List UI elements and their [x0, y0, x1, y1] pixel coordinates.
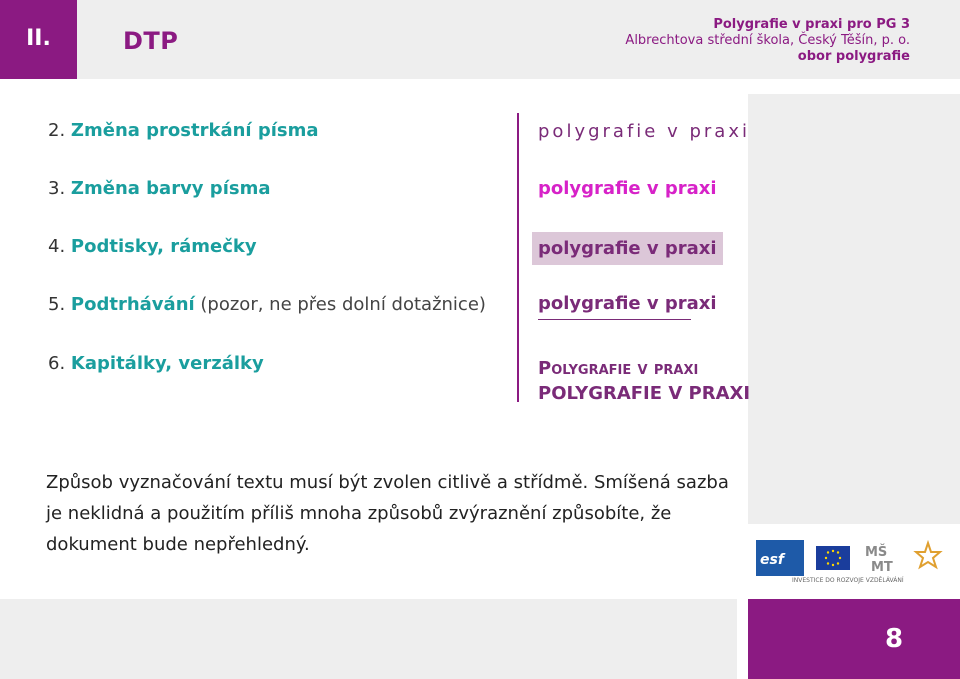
list-item — [48, 120, 319, 141]
page-number: 8 — [884, 624, 904, 654]
list-number: 2. — [48, 120, 66, 141]
list-item — [48, 353, 264, 374]
divider-line — [517, 113, 519, 402]
esf-logo — [756, 540, 804, 576]
course-title: Polygrafie v praxi pro PG 3 — [713, 17, 910, 32]
example-all-caps: POLYGRAFIE V PRAXI — [538, 383, 751, 404]
right-side-panel — [748, 94, 960, 524]
list-item — [48, 294, 486, 315]
body-paragraph: Způsob vyznačování textu musí být zvolen citlivě a střídmě. Smíšená sazba je neklidná a použitím příliš mnoha způsobů zvýraznění způsobíte, že dokument bude nepřehledný. — [46, 472, 729, 555]
logo-caption: INVESTICE DO ROZVOJE VZDĚLÁVÁNÍ — [792, 577, 904, 584]
underline-rule — [538, 319, 691, 320]
star-emblem-icon — [913, 540, 943, 576]
svg-text:MT: MT — [871, 560, 893, 575]
eu-stars-icon — [816, 546, 850, 570]
eu-flag-logo — [816, 546, 850, 570]
msmt-emblem-icon — [863, 540, 899, 576]
example-small-caps: Polygrafie v praxi — [538, 358, 699, 379]
esf-logo-text: esf — [760, 552, 784, 568]
list-item — [48, 178, 270, 199]
list-number: 6. — [48, 353, 66, 374]
list-number: 4. — [48, 236, 66, 257]
list-note: (pozor, ne přes dolní dotažnice) — [194, 294, 486, 315]
example-letterspaced: polygrafie v praxi — [538, 121, 750, 142]
regional-logo — [913, 540, 943, 576]
list-title: Podtrhávání — [70, 294, 195, 315]
msmt-logo — [863, 540, 899, 576]
example-underlined: polygrafie v praxi — [538, 293, 717, 314]
list-title: Kapitálky, verzálky — [70, 353, 264, 374]
list-title: Změna prostrkání písma — [70, 120, 319, 141]
list-title: Změna barvy písma — [70, 178, 271, 199]
page-title: DTP — [123, 27, 179, 55]
list-number: 5. — [48, 294, 66, 315]
example-underlay: polygrafie v praxi — [532, 232, 723, 265]
funding-logos — [756, 540, 946, 584]
school-name: Albrechtova střední škola, Český Těšín, p. o. — [625, 33, 910, 48]
list-item — [48, 236, 257, 257]
header-info — [625, 17, 910, 65]
example-colored: polygrafie v praxi — [538, 178, 717, 199]
section-number: II. — [26, 26, 51, 51]
svg-text:MŠ: MŠ — [865, 545, 888, 560]
list-number: 3. — [48, 178, 66, 199]
footer-bar — [0, 599, 737, 679]
field-name: obor polygrafie — [797, 49, 910, 64]
list-title: Podtisky, rámečky — [70, 236, 257, 257]
